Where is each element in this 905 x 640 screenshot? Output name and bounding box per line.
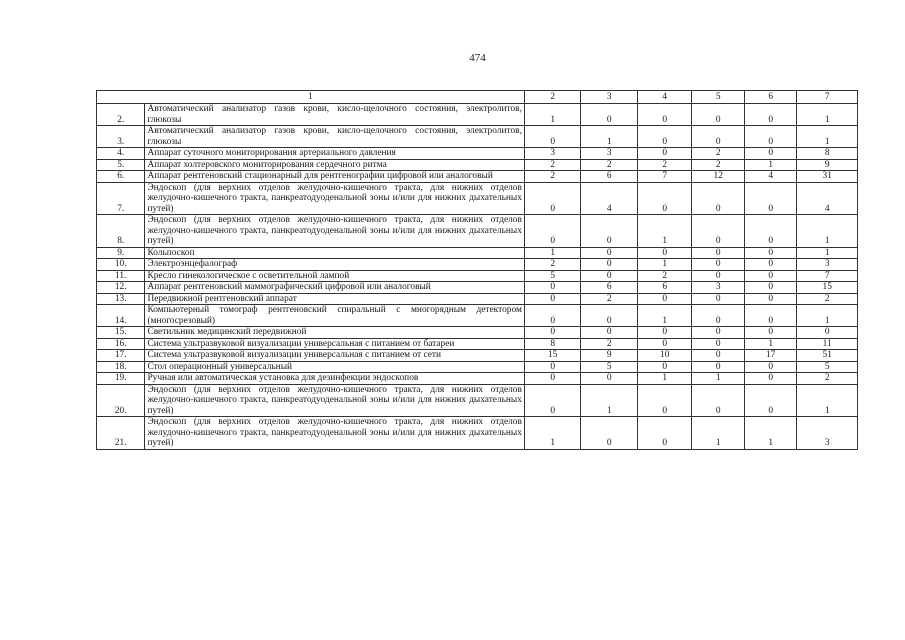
value-cell-col-4: 0 <box>637 417 692 450</box>
value-cell-col-5: 12 <box>692 171 744 183</box>
row-number: 8. <box>97 215 145 248</box>
value-cell-col-5: 1 <box>692 373 744 385</box>
table-row <box>97 171 858 183</box>
value-cell-col-3: 2 <box>581 338 638 350</box>
equipment-name: Электроэнцефалограф <box>145 259 524 271</box>
value-cell-col-7: 3 <box>797 417 858 450</box>
header-col-6: 6 <box>744 91 796 104</box>
table-row <box>97 270 858 282</box>
value-cell-col-3: 0 <box>581 259 638 271</box>
equipment-name: Стол операционный универсальный <box>145 361 524 373</box>
value-cell-col-2: 0 <box>524 384 581 417</box>
row-number: 14. <box>97 305 145 327</box>
table-row <box>97 384 858 417</box>
value-cell-col-4: 0 <box>637 338 692 350</box>
equipment-name: Аппарат рентгеновский маммографический цифровой или аналоговый <box>145 282 524 294</box>
value-cell-col-3: 9 <box>581 350 638 362</box>
value-cell-col-6: 1 <box>744 338 796 350</box>
table-row <box>97 350 858 362</box>
value-cell-col-5: 0 <box>692 327 744 339</box>
equipment-name: Автоматический анализатор газов крови, кисло-щелочного состояния, электролитов, глюкозы <box>145 126 524 148</box>
row-number: 4. <box>97 148 145 160</box>
value-cell-col-5: 0 <box>692 384 744 417</box>
value-cell-col-7: 1 <box>797 305 858 327</box>
row-number: 18. <box>97 361 145 373</box>
header-col-5: 5 <box>692 91 744 104</box>
value-cell-col-2: 3 <box>524 148 581 160</box>
row-number: 3. <box>97 126 145 148</box>
header-col-1: 1 <box>97 91 525 104</box>
value-cell-col-3: 0 <box>581 417 638 450</box>
value-cell-col-3: 0 <box>581 215 638 248</box>
row-number: 17. <box>97 350 145 362</box>
equipment-name: Кресло гинекологическое с осветительной лампой <box>145 270 524 282</box>
value-cell-col-6: 0 <box>744 305 796 327</box>
value-cell-col-6: 0 <box>744 282 796 294</box>
value-cell-col-5: 2 <box>692 148 744 160</box>
value-cell-col-3: 0 <box>581 305 638 327</box>
value-cell-col-7: 11 <box>797 338 858 350</box>
row-number: 13. <box>97 293 145 305</box>
value-cell-col-4: 0 <box>637 384 692 417</box>
table-row <box>97 338 858 350</box>
equipment-name: Система ультразвуковой визуализации универсальная с питанием от сети <box>145 350 524 362</box>
value-cell-col-6: 0 <box>744 259 796 271</box>
value-cell-col-3: 0 <box>581 327 638 339</box>
equipment-name: Автоматический анализатор газов крови, кисло-щелочного состояния, электролитов, глюкозы <box>145 104 524 126</box>
equipment-name: Эндоскоп (для верхних отделов желудочно-кишечного тракта, для нижних отделов желудочно-кишечного тракта, панкреатодуоденальной зоны и/или для нижних дыхательных путей) <box>145 384 524 417</box>
table-row <box>97 417 858 450</box>
row-number: 16. <box>97 338 145 350</box>
equipment-name: Эндоскоп (для верхних отделов желудочно-кишечного тракта, для нижних отделов желудочно-кишечного тракта, панкреатодуоденальной зоны и/или для нижних дыхательных путей) <box>145 182 524 215</box>
value-cell-col-2: 0 <box>524 215 581 248</box>
value-cell-col-2: 8 <box>524 338 581 350</box>
equipment-name: Аппарат холтеровского мониторирования сердечного ритма <box>145 159 524 171</box>
value-cell-col-6: 0 <box>744 327 796 339</box>
value-cell-col-7: 1 <box>797 247 858 259</box>
value-cell-col-6: 0 <box>744 373 796 385</box>
value-cell-col-5: 0 <box>692 338 744 350</box>
value-cell-col-6: 0 <box>744 247 796 259</box>
value-cell-col-5: 0 <box>692 126 744 148</box>
table-row <box>97 182 858 215</box>
value-cell-col-5: 0 <box>692 247 744 259</box>
value-cell-col-2: 0 <box>524 282 581 294</box>
value-cell-col-6: 0 <box>744 126 796 148</box>
equipment-name: Ручная или автоматическая установка для дезинфекции эндоскопов <box>145 373 524 385</box>
value-cell-col-6: 0 <box>744 293 796 305</box>
row-number: 2. <box>97 104 145 126</box>
value-cell-col-3: 6 <box>581 282 638 294</box>
equipment-table <box>96 90 858 450</box>
table-row <box>97 126 858 148</box>
row-number: 12. <box>97 282 145 294</box>
value-cell-col-6: 4 <box>744 171 796 183</box>
table-row <box>97 159 858 171</box>
value-cell-col-3: 5 <box>581 361 638 373</box>
value-cell-col-2: 0 <box>524 305 581 327</box>
row-number: 19. <box>97 373 145 385</box>
value-cell-col-5: 2 <box>692 159 744 171</box>
value-cell-col-4: 1 <box>637 305 692 327</box>
value-cell-col-4: 0 <box>637 148 692 160</box>
value-cell-col-3: 0 <box>581 104 638 126</box>
value-cell-col-6: 0 <box>744 104 796 126</box>
table-body <box>97 104 858 450</box>
value-cell-col-3: 1 <box>581 126 638 148</box>
value-cell-col-7: 15 <box>797 282 858 294</box>
value-cell-col-2: 0 <box>524 373 581 385</box>
value-cell-col-2: 1 <box>524 104 581 126</box>
header-col-2: 2 <box>524 91 581 104</box>
value-cell-col-7: 1 <box>797 104 858 126</box>
table-row <box>97 327 858 339</box>
value-cell-col-2: 1 <box>524 417 581 450</box>
value-cell-col-6: 0 <box>744 384 796 417</box>
value-cell-col-2: 0 <box>524 182 581 215</box>
value-cell-col-4: 10 <box>637 350 692 362</box>
value-cell-col-7: 8 <box>797 148 858 160</box>
value-cell-col-4: 0 <box>637 126 692 148</box>
equipment-name: Кольпоскоп <box>145 247 524 259</box>
value-cell-col-5: 0 <box>692 259 744 271</box>
value-cell-col-7: 9 <box>797 159 858 171</box>
value-cell-col-6: 1 <box>744 417 796 450</box>
value-cell-col-3: 6 <box>581 171 638 183</box>
value-cell-col-4: 1 <box>637 215 692 248</box>
value-cell-col-2: 0 <box>524 293 581 305</box>
value-cell-col-2: 2 <box>524 259 581 271</box>
equipment-name: Светильник медицинский передвижной <box>145 327 524 339</box>
value-cell-col-7: 3 <box>797 259 858 271</box>
equipment-name: Аппарат суточного мониторирования артериального давления <box>145 148 524 160</box>
table-row <box>97 247 858 259</box>
value-cell-col-4: 0 <box>637 327 692 339</box>
value-cell-col-7: 31 <box>797 171 858 183</box>
value-cell-col-3: 1 <box>581 384 638 417</box>
table-row <box>97 361 858 373</box>
value-cell-col-7: 1 <box>797 215 858 248</box>
equipment-name: Передвижной рентгеновский аппарат <box>145 293 524 305</box>
value-cell-col-5: 0 <box>692 361 744 373</box>
value-cell-col-3: 3 <box>581 148 638 160</box>
value-cell-col-7: 5 <box>797 361 858 373</box>
value-cell-col-4: 1 <box>637 259 692 271</box>
value-cell-col-3: 0 <box>581 247 638 259</box>
value-cell-col-5: 0 <box>692 104 744 126</box>
value-cell-col-5: 3 <box>692 282 744 294</box>
row-number: 7. <box>97 182 145 215</box>
value-cell-col-4: 7 <box>637 171 692 183</box>
equipment-name: Эндоскоп (для верхних отделов желудочно-кишечного тракта, для нижних отделов желудочно-кишечного тракта, панкреатодуоденальной зоны и/или для нижних дыхательных путей) <box>145 215 524 248</box>
table-row <box>97 282 858 294</box>
value-cell-col-6: 1 <box>744 159 796 171</box>
value-cell-col-6: 0 <box>744 148 796 160</box>
value-cell-col-7: 1 <box>797 126 858 148</box>
value-cell-col-5: 0 <box>692 305 744 327</box>
value-cell-col-6: 0 <box>744 182 796 215</box>
value-cell-col-7: 2 <box>797 373 858 385</box>
value-cell-col-7: 7 <box>797 270 858 282</box>
table-row <box>97 104 858 126</box>
value-cell-col-2: 5 <box>524 270 581 282</box>
table-row <box>97 259 858 271</box>
value-cell-col-7: 0 <box>797 327 858 339</box>
header-col-7: 7 <box>797 91 858 104</box>
row-number: 10. <box>97 259 145 271</box>
page-number: 474 <box>469 52 486 64</box>
row-number: 21. <box>97 417 145 450</box>
value-cell-col-7: 2 <box>797 293 858 305</box>
value-cell-col-3: 0 <box>581 270 638 282</box>
value-cell-col-4: 1 <box>637 373 692 385</box>
value-cell-col-3: 2 <box>581 293 638 305</box>
value-cell-col-4: 0 <box>637 104 692 126</box>
value-cell-col-5: 1 <box>692 417 744 450</box>
value-cell-col-2: 0 <box>524 126 581 148</box>
value-cell-col-7: 1 <box>797 384 858 417</box>
table-row <box>97 373 858 385</box>
row-number: 9. <box>97 247 145 259</box>
table-row <box>97 148 858 160</box>
value-cell-col-2: 2 <box>524 171 581 183</box>
value-cell-col-4: 2 <box>637 270 692 282</box>
table-row <box>97 305 858 327</box>
value-cell-col-6: 0 <box>744 270 796 282</box>
equipment-name: Компьютерный томограф рентгеновский спиральный с многорядным детектором (многосрезовый) <box>145 305 524 327</box>
value-cell-col-4: 0 <box>637 293 692 305</box>
value-cell-col-7: 4 <box>797 182 858 215</box>
value-cell-col-6: 0 <box>744 361 796 373</box>
value-cell-col-5: 0 <box>692 215 744 248</box>
value-cell-col-5: 0 <box>692 293 744 305</box>
value-cell-col-2: 2 <box>524 159 581 171</box>
value-cell-col-3: 4 <box>581 182 638 215</box>
value-cell-col-5: 0 <box>692 350 744 362</box>
value-cell-col-3: 2 <box>581 159 638 171</box>
value-cell-col-6: 0 <box>744 215 796 248</box>
value-cell-col-5: 0 <box>692 182 744 215</box>
row-number: 5. <box>97 159 145 171</box>
row-number: 11. <box>97 270 145 282</box>
value-cell-col-2: 0 <box>524 361 581 373</box>
value-cell-col-5: 0 <box>692 270 744 282</box>
value-cell-col-4: 2 <box>637 159 692 171</box>
header-row <box>97 91 858 104</box>
value-cell-col-2: 15 <box>524 350 581 362</box>
equipment-name: Система ультразвуковой визуализации универсальная с питанием от батареи <box>145 338 524 350</box>
value-cell-col-4: 0 <box>637 182 692 215</box>
row-number: 20. <box>97 384 145 417</box>
value-cell-col-6: 17 <box>744 350 796 362</box>
value-cell-col-4: 6 <box>637 282 692 294</box>
value-cell-col-4: 0 <box>637 361 692 373</box>
value-cell-col-2: 1 <box>524 247 581 259</box>
table-row <box>97 293 858 305</box>
header-col-4: 4 <box>637 91 692 104</box>
value-cell-col-4: 0 <box>637 247 692 259</box>
row-number: 6. <box>97 171 145 183</box>
row-number: 15. <box>97 327 145 339</box>
value-cell-col-2: 0 <box>524 327 581 339</box>
value-cell-col-7: 51 <box>797 350 858 362</box>
header-col-3: 3 <box>581 91 638 104</box>
equipment-name: Аппарат рентгеновский стационарный для рентгенографии цифровой или аналоговый <box>145 171 524 183</box>
value-cell-col-3: 0 <box>581 373 638 385</box>
equipment-name: Эндоскоп (для верхних отделов желудочно-кишечного тракта, для нижних отделов желудочно-кишечного тракта, панкреатодуоденальной зоны и/или для нижних дыхательных путей) <box>145 417 524 450</box>
table-row <box>97 215 858 248</box>
